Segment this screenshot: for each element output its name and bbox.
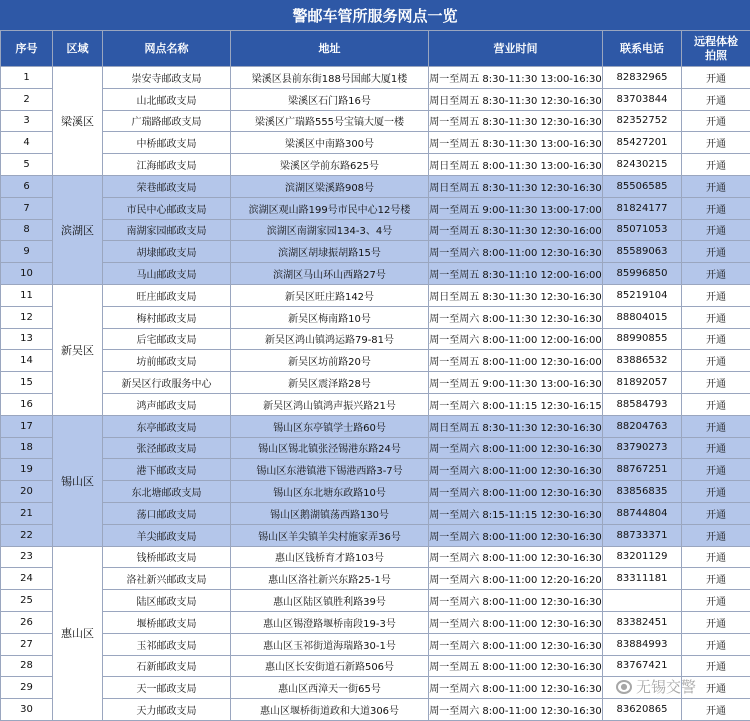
cell-phone: 88804015 [603, 306, 682, 328]
cell-point-name: 胡埭邮政支局 [103, 241, 231, 263]
cell-index: 20 [1, 481, 53, 503]
cell-hours: 周一至周六 8:00-11:00 12:30-16:30 [429, 611, 603, 633]
cell-phone: 83201129 [603, 546, 682, 568]
cell-point-name: 荣巷邮政支局 [103, 175, 231, 197]
table-row [1, 633, 750, 655]
cell-address: 惠山区堰桥街道政和大道306号 [231, 699, 429, 721]
cell-phone: 82832965 [603, 67, 682, 89]
cell-point-name: 南湖家园邮政支局 [103, 219, 231, 241]
cell-point-name: 崇安寺邮政支局 [103, 67, 231, 89]
cell-address: 锡山区锡北镇张泾锡港东路24号 [231, 437, 429, 459]
cell-address: 梁溪区县前东街188号国邮大厦1楼 [231, 67, 429, 89]
cell-phone: 83311181 [603, 568, 682, 590]
table-row [1, 67, 750, 89]
table-row [1, 284, 750, 306]
cell-remote-check: 开通 [682, 306, 750, 328]
cell-point-name: 堰桥邮政支局 [103, 611, 231, 633]
service-points-table [0, 30, 750, 721]
cell-remote-check: 开通 [682, 546, 750, 568]
table-row [1, 415, 750, 437]
cell-phone: 83767421 [603, 655, 682, 677]
cell-index: 16 [1, 393, 53, 415]
cell-address: 滨湖区南湖家园134-3、4号 [231, 219, 429, 241]
cell-phone: 85506585 [603, 175, 682, 197]
cell-point-name: 天力邮政支局 [103, 699, 231, 721]
table-row [1, 459, 750, 481]
cell-index: 27 [1, 633, 53, 655]
cell-hours: 周一至周五 8:30-11:30 13:00-16:30 [429, 132, 603, 154]
cell-hours: 周日至周五 8:30-11:30 12:30-16:30 [429, 88, 603, 110]
table-row [1, 175, 750, 197]
cell-address: 惠山区玉祁街道海瑞路30-1号 [231, 633, 429, 655]
table-row [1, 393, 750, 415]
cell-phone: 88767251 [603, 459, 682, 481]
cell-index: 4 [1, 132, 53, 154]
cell-index: 10 [1, 263, 53, 285]
cell-phone: 88990855 [603, 328, 682, 350]
watermark-text: 无锡交警 [636, 676, 696, 697]
cell-address: 锡山区东亭镇学士路60号 [231, 415, 429, 437]
table-row [1, 524, 750, 546]
cell-phone: 88744804 [603, 502, 682, 524]
cell-address: 新吴区梅南路10号 [231, 306, 429, 328]
cell-remote-check: 开通 [682, 219, 750, 241]
cell-index: 21 [1, 502, 53, 524]
cell-phone: 85219104 [603, 284, 682, 306]
cell-remote-check: 开通 [682, 88, 750, 110]
cell-address: 新吴区鸿山镇鸿声振兴路21号 [231, 393, 429, 415]
cell-remote-check: 开通 [682, 263, 750, 285]
table-row [1, 263, 750, 285]
cell-hours: 周一至周六 8:00-11:00 12:30-16:30 [429, 633, 603, 655]
cell-hours: 周一至周六 8:00-11:30 12:30-16:30 [429, 306, 603, 328]
cell-address: 新吴区坊前路20号 [231, 350, 429, 372]
cell-phone: 83620865 [603, 699, 682, 721]
cell-point-name: 玉祁邮政支局 [103, 633, 231, 655]
cell-point-name: 梅村邮政支局 [103, 306, 231, 328]
cell-remote-check: 开通 [682, 437, 750, 459]
cell-hours: 周一至周六 8:00-11:00 12:30-16:30 [429, 481, 603, 503]
cell-address: 梁溪区中南路300号 [231, 132, 429, 154]
cell-phone: 83886532 [603, 350, 682, 372]
header-point-name: 网点名称 [103, 31, 231, 67]
header-remote-check-line-1: 远程体检 [682, 35, 750, 49]
cell-address: 锡山区鹅湖镇荡西路130号 [231, 502, 429, 524]
cell-phone: 85427201 [603, 132, 682, 154]
cell-point-name: 马山邮政支局 [103, 263, 231, 285]
cell-point-name: 钱桥邮政支局 [103, 546, 231, 568]
cell-phone: 82352752 [603, 110, 682, 132]
cell-address: 惠山区长安街道石新路506号 [231, 655, 429, 677]
cell-point-name: 港下邮政支局 [103, 459, 231, 481]
header-address: 地址 [231, 31, 429, 67]
cell-phone: 83790273 [603, 437, 682, 459]
cell-phone [603, 590, 682, 612]
table-row [1, 372, 750, 394]
cell-remote-check: 开通 [682, 241, 750, 263]
cell-address: 滨湖区观山路199号市民中心12号楼 [231, 197, 429, 219]
cell-address: 新吴区旺庄路142号 [231, 284, 429, 306]
cell-point-name: 山北邮政支局 [103, 88, 231, 110]
header-phone: 联系电话 [603, 31, 682, 67]
cell-index: 6 [1, 175, 53, 197]
cell-index: 18 [1, 437, 53, 459]
table-row [1, 481, 750, 503]
cell-hours: 周日至周五 8:30-11:30 12:30-16:30 [429, 284, 603, 306]
wechat-icon: ● [616, 680, 632, 694]
table-row [1, 611, 750, 633]
cell-hours: 周一至周六 8:00-11:00 12:30-16:30 [429, 699, 603, 721]
header-index: 序号 [1, 31, 53, 67]
cell-phone: 81892057 [603, 372, 682, 394]
cell-hours: 周一至周五 9:00-11:30 13:00-17:00 [429, 197, 603, 219]
cell-remote-check: 开通 [682, 67, 750, 89]
cell-hours: 周一至周五 8:30-11:30 12:30-16:30 [429, 110, 603, 132]
cell-remote-check: 开通 [682, 502, 750, 524]
cell-remote-check: 开通 [682, 481, 750, 503]
cell-index: 17 [1, 415, 53, 437]
cell-remote-check: 开通 [682, 197, 750, 219]
table-row [1, 568, 750, 590]
cell-address: 惠山区陆区镇胜利路39号 [231, 590, 429, 612]
cell-address: 新吴区震泽路28号 [231, 372, 429, 394]
cell-phone: 83884993 [603, 633, 682, 655]
cell-index: 29 [1, 677, 53, 699]
cell-remote-check: 开通 [682, 154, 750, 176]
cell-remote-check: 开通 [682, 699, 750, 721]
cell-address: 新吴区鸿山镇鸿运路79-81号 [231, 328, 429, 350]
header-region: 区域 [53, 31, 103, 67]
cell-remote-check: 开通 [682, 633, 750, 655]
table-row [1, 655, 750, 677]
cell-phone: 81824177 [603, 197, 682, 219]
cell-remote-check: 开通 [682, 415, 750, 437]
cell-remote-check: 开通 [682, 372, 750, 394]
cell-remote-check: 开通 [682, 328, 750, 350]
cell-point-name: 鸿声邮政支局 [103, 393, 231, 415]
cell-address: 惠山区西漳天一街65号 [231, 677, 429, 699]
cell-hours: 周一至周五 9:00-11:30 13:00-16:30 [429, 372, 603, 394]
cell-index: 25 [1, 590, 53, 612]
cell-index: 9 [1, 241, 53, 263]
cell-phone: 83382451 [603, 611, 682, 633]
table-row [1, 154, 750, 176]
cell-remote-check: 开通 [682, 110, 750, 132]
cell-remote-check: 开通 [682, 590, 750, 612]
table-body [1, 67, 750, 721]
cell-address: 梁溪区学前东路625号 [231, 154, 429, 176]
cell-remote-check: 开通 [682, 568, 750, 590]
table-row [1, 546, 750, 568]
cell-index: 7 [1, 197, 53, 219]
table-row [1, 88, 750, 110]
cell-address: 锡山区东港镇港下锡港西路3-7号 [231, 459, 429, 481]
cell-hours: 周一至周五 8:30-11:10 12:00-16:00 [429, 263, 603, 285]
cell-region: 锡山区 [53, 415, 103, 546]
cell-hours: 周日至周五 8:30-11:30 12:30-16:30 [429, 175, 603, 197]
cell-address: 滨湖区梁溪路908号 [231, 175, 429, 197]
cell-region: 滨湖区 [53, 175, 103, 284]
cell-remote-check: 开通 [682, 175, 750, 197]
cell-remote-check: 开通 [682, 393, 750, 415]
cell-index: 11 [1, 284, 53, 306]
cell-hours: 周一至周六 8:00-11:00 12:00-16:00 [429, 328, 603, 350]
cell-point-name: 广瑞路邮政支局 [103, 110, 231, 132]
cell-hours: 周一至周五 8:30-11:30 13:00-16:30 [429, 67, 603, 89]
cell-hours: 周一至周六 8:00-11:15 12:30-16:15 [429, 393, 603, 415]
cell-remote-check: 开通 [682, 611, 750, 633]
cell-phone: 82430215 [603, 154, 682, 176]
cell-address: 锡山区东北塘东政路10号 [231, 481, 429, 503]
header-hours: 营业时间 [429, 31, 603, 67]
cell-index: 22 [1, 524, 53, 546]
cell-point-name: 江海邮政支局 [103, 154, 231, 176]
cell-phone: 88584793 [603, 393, 682, 415]
cell-remote-check: 开通 [682, 132, 750, 154]
cell-phone: 88204763 [603, 415, 682, 437]
cell-region: 新吴区 [53, 284, 103, 415]
cell-hours: 周一至周六 8:00-11:00 12:30-16:30 [429, 459, 603, 481]
cell-remote-check: 开通 [682, 655, 750, 677]
cell-address: 惠山区锡澄路堰桥南段19-3号 [231, 611, 429, 633]
cell-index: 28 [1, 655, 53, 677]
cell-hours: 周一至周六 8:00-11:00 12:30-16:30 [429, 524, 603, 546]
cell-point-name: 东北塘邮政支局 [103, 481, 231, 503]
cell-point-name: 后宅邮政支局 [103, 328, 231, 350]
cell-index: 2 [1, 88, 53, 110]
cell-address: 梁溪区石门路16号 [231, 88, 429, 110]
cell-phone: 83703844 [603, 88, 682, 110]
cell-remote-check: 开通 [682, 677, 750, 699]
cell-index: 8 [1, 219, 53, 241]
cell-point-name: 石新邮政支局 [103, 655, 231, 677]
cell-point-name: 陆区邮政支局 [103, 590, 231, 612]
table-row [1, 590, 750, 612]
table-row [1, 197, 750, 219]
cell-hours: 周一至周六 8:00-11:00 12:30-16:30 [429, 437, 603, 459]
cell-point-name: 新吴区行政服务中心 [103, 372, 231, 394]
cell-point-name: 东亭邮政支局 [103, 415, 231, 437]
cell-region: 惠山区 [53, 546, 103, 720]
cell-address: 惠山区洛社新兴东路25-1号 [231, 568, 429, 590]
cell-hours: 周日至周五 8:30-11:30 12:30-16:30 [429, 415, 603, 437]
table-row [1, 219, 750, 241]
cell-point-name: 天一邮政支局 [103, 677, 231, 699]
cell-point-name: 坊前邮政支局 [103, 350, 231, 372]
cell-address: 滨湖区胡埭振胡路15号 [231, 241, 429, 263]
table-row [1, 699, 750, 721]
cell-index: 26 [1, 611, 53, 633]
cell-index: 3 [1, 110, 53, 132]
cell-hours: 周一至周六 8:00-11:00 12:20-16:20 [429, 568, 603, 590]
cell-index: 30 [1, 699, 53, 721]
table-row [1, 350, 750, 372]
cell-hours: 周一至周六 8:00-11:00 12:30-16:30 [429, 590, 603, 612]
table-row [1, 328, 750, 350]
cell-index: 12 [1, 306, 53, 328]
cell-index: 5 [1, 154, 53, 176]
cell-hours: 周一至周六 8:15-11:15 12:30-16:30 [429, 502, 603, 524]
cell-index: 19 [1, 459, 53, 481]
cell-phone: 85996850 [603, 263, 682, 285]
cell-remote-check: 开通 [682, 350, 750, 372]
cell-index: 1 [1, 67, 53, 89]
cell-hours: 周一至周六 8:00-11:00 12:30-16:30 [429, 677, 603, 699]
cell-index: 23 [1, 546, 53, 568]
cell-remote-check: 开通 [682, 459, 750, 481]
cell-point-name: 洛社新兴邮政支局 [103, 568, 231, 590]
cell-remote-check: 开通 [682, 524, 750, 546]
cell-index: 24 [1, 568, 53, 590]
cell-point-name: 中桥邮政支局 [103, 132, 231, 154]
cell-point-name: 荡口邮政支局 [103, 502, 231, 524]
cell-hours: 周一至周六 8:00-11:00 12:30-16:30 [429, 241, 603, 263]
cell-hours: 周一至周六 8:00-11:00 12:30-16:30 [429, 546, 603, 568]
cell-phone: 88733371 [603, 524, 682, 546]
table-row [1, 306, 750, 328]
cell-point-name: 羊尖邮政支局 [103, 524, 231, 546]
cell-address: 滨湖区马山环山西路27号 [231, 263, 429, 285]
header-remote-check [682, 31, 750, 67]
cell-phone: 85071053 [603, 219, 682, 241]
cell-hours: 周一至周五 8:00-11:00 12:30-16:00 [429, 350, 603, 372]
table-row [1, 132, 750, 154]
table-row [1, 110, 750, 132]
cell-remote-check: 开通 [682, 284, 750, 306]
cell-hours: 周一至周五 8:30-11:30 12:30-16:00 [429, 219, 603, 241]
cell-phone: 83856835 [603, 481, 682, 503]
cell-index: 14 [1, 350, 53, 372]
cell-index: 13 [1, 328, 53, 350]
watermark [616, 676, 696, 697]
cell-address: 惠山区钱桥育才路103号 [231, 546, 429, 568]
cell-point-name: 市民中心邮政支局 [103, 197, 231, 219]
cell-region: 梁溪区 [53, 67, 103, 176]
table-row [1, 502, 750, 524]
cell-index: 15 [1, 372, 53, 394]
cell-address: 锡山区羊尖镇羊尖村施家弄36号 [231, 524, 429, 546]
table-row [1, 437, 750, 459]
header-remote-check-line-2: 拍照 [682, 49, 750, 63]
cell-point-name: 张泾邮政支局 [103, 437, 231, 459]
cell-hours: 周一至周五 8:00-11:00 12:30-16:30 [429, 655, 603, 677]
cell-hours: 周日至周五 8:00-11:30 13:00-16:30 [429, 154, 603, 176]
page-title: 警邮车管所服务网点一览 [0, 0, 750, 30]
table-header-row [1, 31, 750, 67]
cell-phone: 85589063 [603, 241, 682, 263]
table-row [1, 241, 750, 263]
cell-address: 梁溪区广瑞路555号宝镐大厦一楼 [231, 110, 429, 132]
cell-point-name: 旺庄邮政支局 [103, 284, 231, 306]
